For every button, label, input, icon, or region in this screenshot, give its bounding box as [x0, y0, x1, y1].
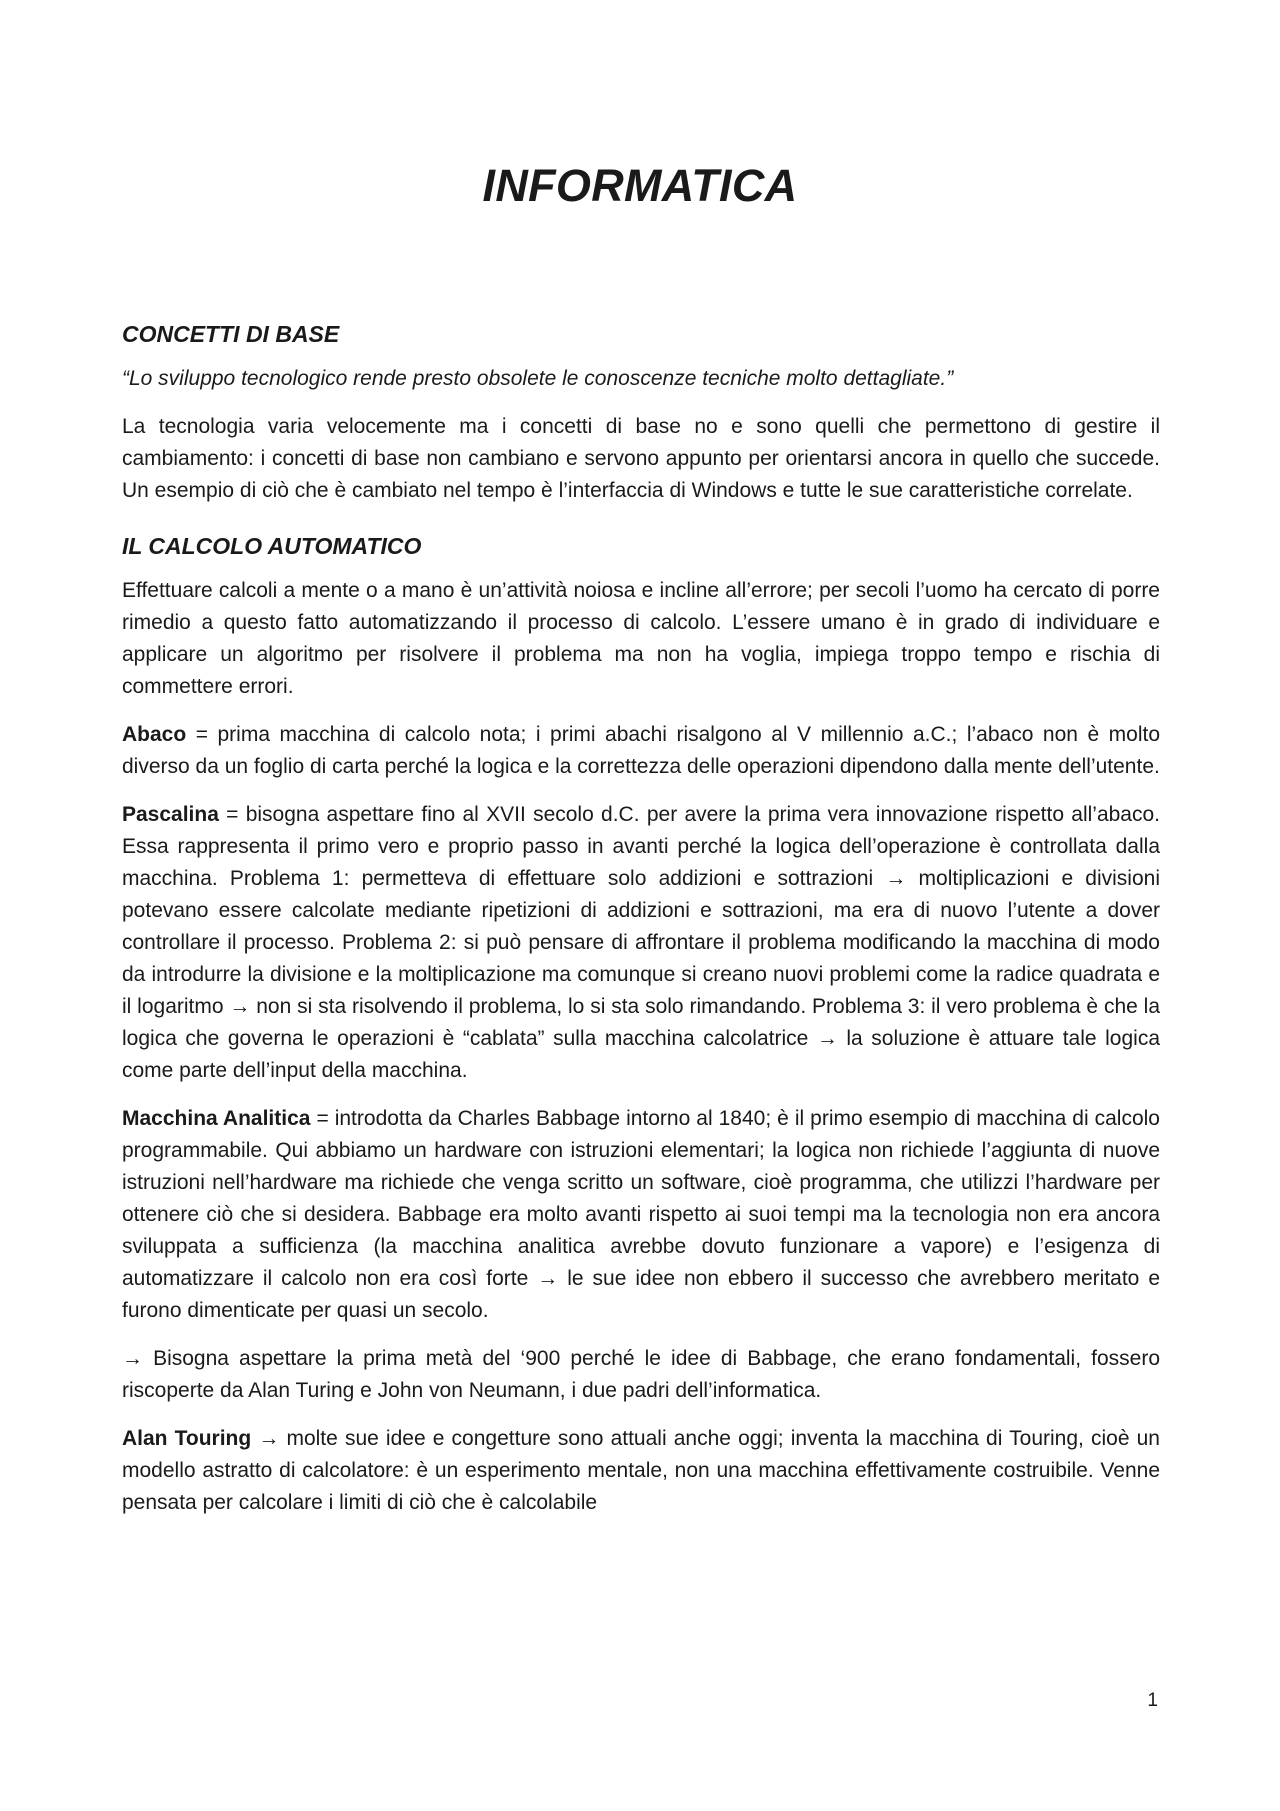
- term-pascalina: Pascalina: [122, 803, 219, 826]
- paragraph-pascalina: [122, 799, 1160, 1087]
- text-pascalina: = bisogna aspettare fino al XVII secolo d.C. per avere la prima vera innovazione rispetto all’abaco. Essa rappresenta il primo vero e proprio passo in avanti perché la logica dell’operazione è controllata dalla macchina. Problema 1: permetteva di effettuare solo addizioni e sottrazioni → moltiplicazioni e divisioni potevano essere calcolate mediante ripetizioni di addizioni e sottrazioni, ma era di nuovo l’utente a dover controllare il processo. Problema 2: si può pensare di affrontare il problema modificando la macchina di modo da introdurre la divisione e la moltiplicazione ma comunque si creano nuovi problemi come la radice quadrata e il logaritmo → non si sta risolvendo il problema, lo si sta solo rimandando. Problema 3: il vero problema è che la logica che governa le operazioni è “cablata” sulla macchina calcolatrice → la soluzione è attuare tale logica come parte dell’input della macchina.: [122, 803, 1160, 1082]
- text-abaco: = prima macchina di calcolo nota; i primi abachi risalgono al V millennio a.C.; l’abaco non è molto diverso da un foglio di carta perché la logica e la correttezza delle operazioni dipendono dalla mente dell’utente.: [122, 723, 1160, 778]
- document-body: [122, 317, 1160, 1519]
- paragraph-concetti: La tecnologia varia velocemente ma i concetti di base no e sono quelli che permettono di gestire il cambiamento: i concetti di base non cambiano e servono appunto per orientarsi ancora in quello che succede. Un esempio di ciò che è cambiato nel tempo è l’interfaccia di Windows e tutte le sue caratteristiche correlate.: [122, 415, 1160, 502]
- quote-paragraph: “Lo sviluppo tecnologico rende presto obsolete le conoscenze tecniche molto dettagliate.”: [122, 367, 954, 390]
- paragraph-abaco: [122, 719, 1160, 783]
- paragraph-macchina-analitica: [122, 1103, 1160, 1327]
- page-number: 1: [1147, 1690, 1158, 1711]
- term-macchina-analitica: Macchina Analitica: [122, 1107, 311, 1130]
- text-macchina-analitica: = introdotta da Charles Babbage intorno al 1840; è il primo esempio di macchina di calcolo programmabile. Qui abbiamo un hardware con istruzioni elementari; la logica non richiede l’aggiunta di nuove istruzioni nell’hardware ma richiede che venga scritto un software, cioè programma, che utilizzi l’hardware per ottenere ciò che si desidera. Babbage era molto avanti rispetto ai suoi tempi ma la tecnologia non era ancora sviluppata a sufficienza (la macchina analitica avrebbe dovuto funzionare a vapore) e l’esigenza di automatizzare il calcolo non era così forte → le sue idee non ebbero il successo che avrebbero meritato e furono dimenticate per quasi un secolo.: [122, 1107, 1160, 1322]
- section-heading-calcolo: IL CALCOLO AUTOMATICO: [122, 533, 422, 559]
- document-title: INFORMATICA: [482, 160, 798, 211]
- text-alan-touring: → molte sue idee e congetture sono attuali anche oggi; inventa la macchina di Touring, cioè un modello astratto di calcolatore: è un esperimento mentale, non una macchina effettivamente costruibile. Venne pensata per calcolare i limiti di ciò che è calcolabile: [122, 1427, 1160, 1514]
- paragraph-alan-touring: [122, 1423, 1160, 1519]
- paragraph-calcolo-intro: Effettuare calcoli a mente o a mano è un’attività noiosa e incline all’errore; per secoli l’uomo ha cercato di porre rimedio a questo fatto automatizzando il processo di calcolo. L’essere umano è in grado di individuare e applicare un algoritmo per risolvere il problema ma non ha voglia, impiega troppo tempo e rischia di commettere errori.: [122, 579, 1160, 698]
- term-alan-touring: Alan Touring: [122, 1427, 252, 1450]
- section-heading-concetti: CONCETTI DI BASE: [122, 321, 340, 347]
- term-abaco: Abaco: [122, 723, 187, 746]
- paragraph-babbage-note: → Bisogna aspettare la prima metà del ‘900 perché le idee di Babbage, che erano fondamentali, fossero riscoperte da Alan Turing e John von Neumann, i due padri dell’informatica.: [122, 1347, 1160, 1402]
